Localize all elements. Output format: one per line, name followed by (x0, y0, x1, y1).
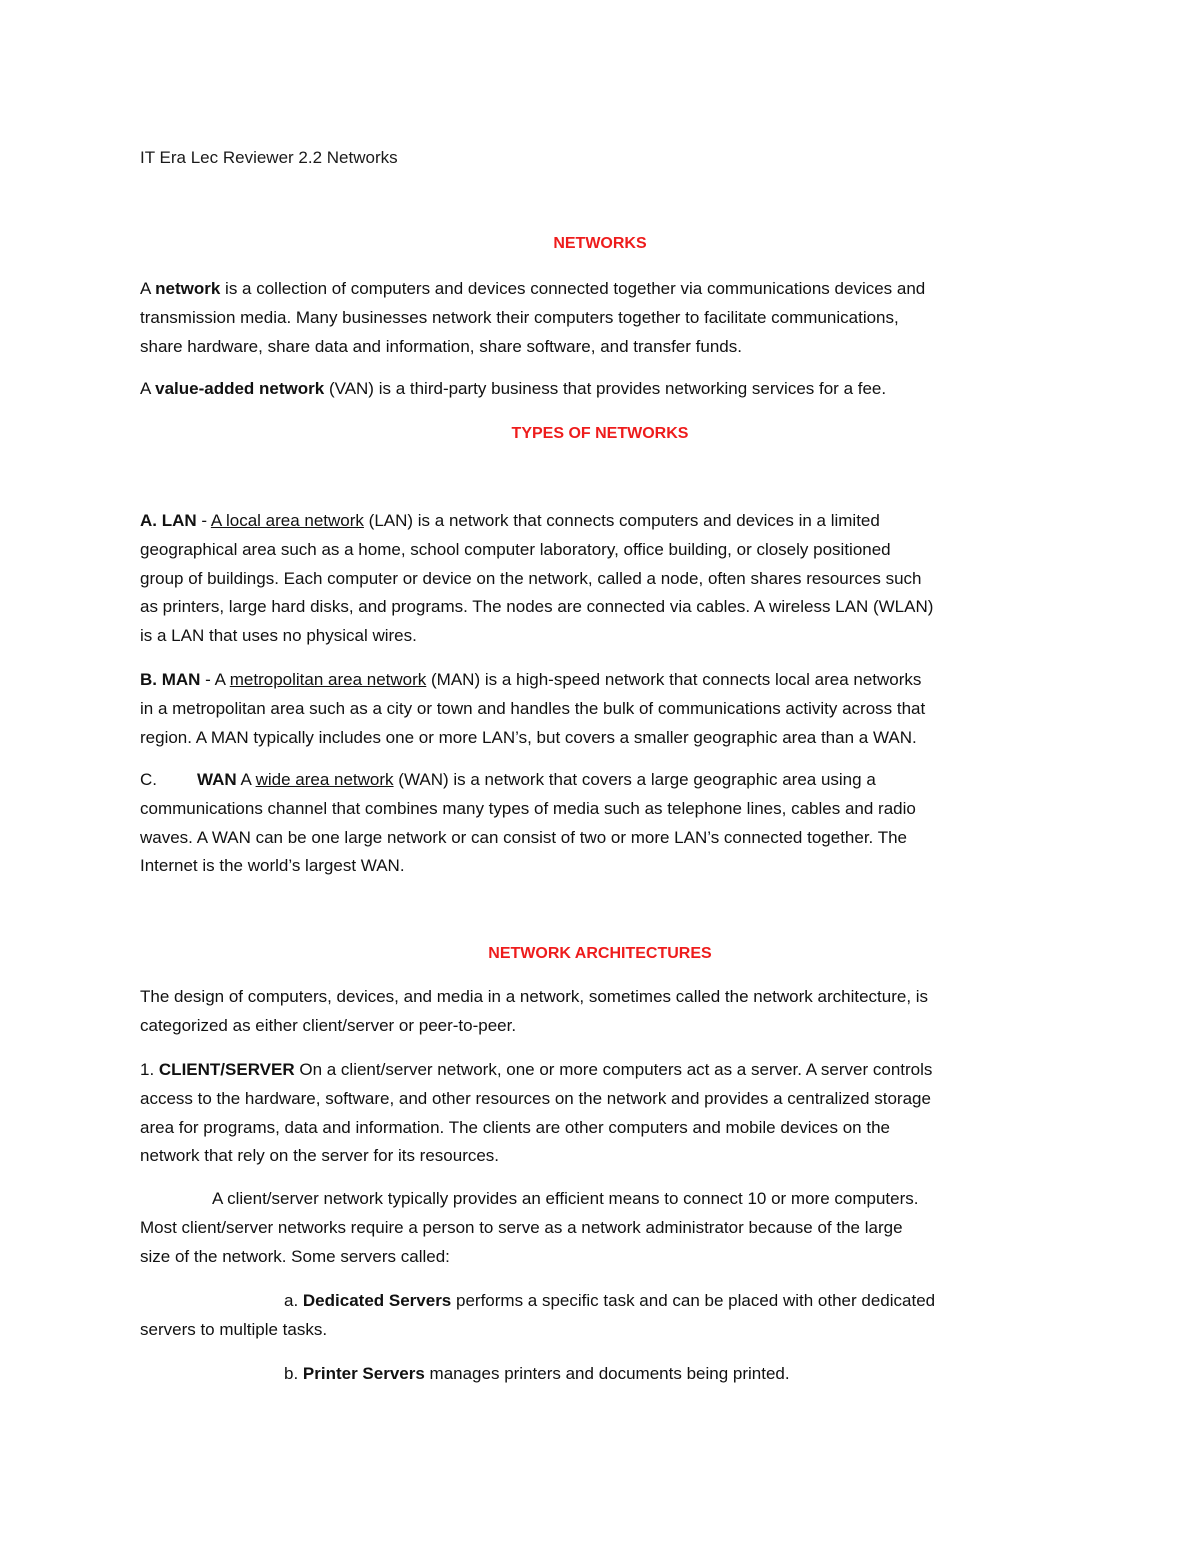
paragraph-lan: A. LAN - A local area network (LAN) is a network that connects computers and devices in a limited geographical area such as a home, school computer laboratory, office building, or closely positioned group of buildings. Each computer or device on the network, called a node, often shares resources such as printers, large hard disks, and programs. The nodes are connected via cables. A wireless LAN (WLAN) is a LAN that uses no physical wires. (140, 511, 934, 646)
paragraph-van-definition: A value-added network (VAN) is a third-party business that provides networking services for a fee. (140, 379, 887, 398)
paragraph-dedicated-servers: a. Dedicated Servers performs a specific task and can be placed with other dedicated servers to multiple tasks. (140, 1291, 936, 1339)
paragraph-man: B. MAN - A metropolitan area network (MAN) is a high-speed network that connects local area networks in a metropolitan area such as a city or town and handles the bulk of communications activity across that region. A MAN typically includes one or more LAN’s, but covers a smaller geographic area than a WAN. (140, 670, 926, 747)
paragraph-client-server: 1. CLIENT/SERVER On a client/server network, one or more computers act as a server. A server controls access to the hardware, software, and other resources on the network and provides a centralized storage area for programs, data and information. The clients are other computers and mobile devices on the network that rely on the server for its resources. (140, 1060, 933, 1166)
heading-types-of-networks: TYPES OF NETWORKS (511, 425, 689, 442)
paragraph-network-definition: A network is a collection of computers and devices connected together via communications devices and transmission media. Many businesses network their computers together to facilitate communications, share hardware, share data and information, share software, and transfer funds. (140, 279, 926, 356)
heading-network-architectures: NETWORK ARCHITECTURES (488, 945, 712, 962)
paragraph-client-server-detail: A client/server network typically provides an efficient means to connect 10 or more computers. Most client/server networks require a person to serve as a network administrator because of the large size of the network. Some servers called: (140, 1189, 919, 1266)
paragraph-printer-servers: b. Printer Servers manages printers and documents being printed. (284, 1364, 790, 1383)
document-title: IT Era Lec Reviewer 2.2 Networks (140, 148, 398, 167)
heading-networks: NETWORKS (553, 235, 647, 252)
paragraph-wan: C. WAN A wide area network (WAN) is a network that covers a large geographic area using a communications channel that combines many types of media such as telephone lines, cables and radio waves. A WAN can be one large network or can consist of two or more LAN’s connected together. The Internet is the world’s largest WAN. (140, 770, 916, 876)
paragraph-architecture-intro: The design of computers, devices, and media in a network, sometimes called the network architecture, is categorized as either client/server or peer-to-peer. (140, 987, 929, 1035)
